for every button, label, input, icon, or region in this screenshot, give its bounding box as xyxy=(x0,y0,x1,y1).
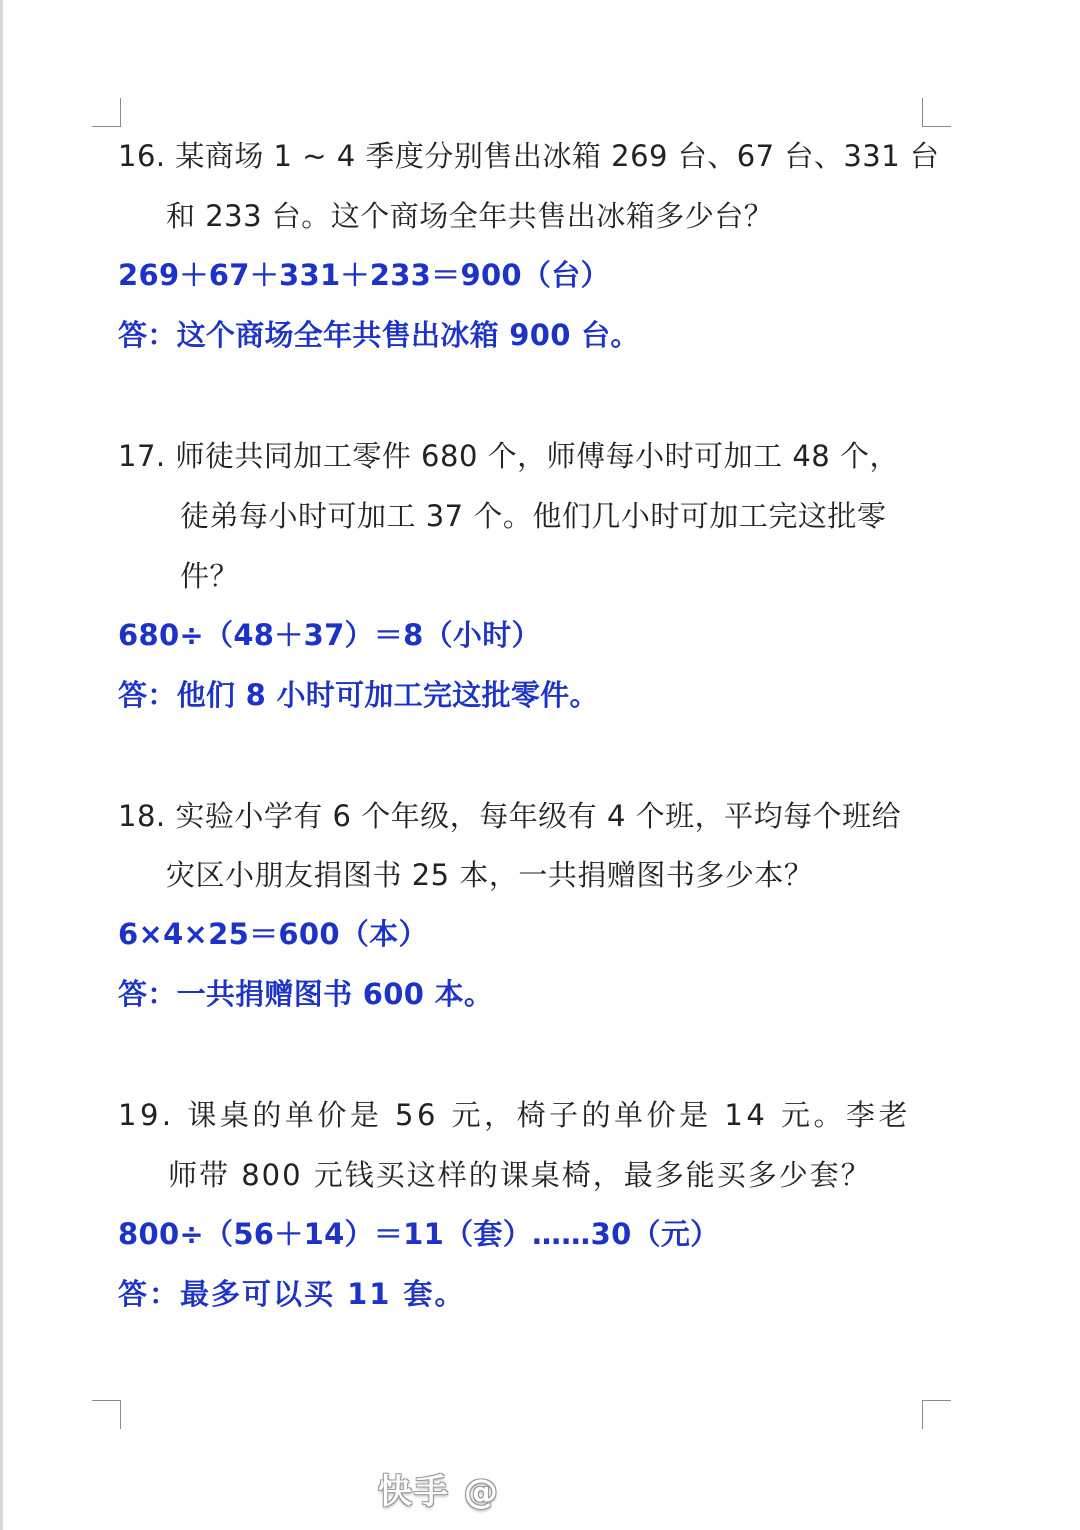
watermark: 快手 @ xyxy=(378,1472,500,1512)
problem-17-question-line-2: 徒弟每小时可加工 37 个。他们几小时可加工完这批零 xyxy=(180,499,887,533)
problem-17-answer: 答：他们 8 小时可加工完这批零件。 xyxy=(118,678,599,712)
problem-18-question-line-1: 18. 实验小学有 6 个年级，每年级有 4 个班，平均每个班给 xyxy=(118,799,902,833)
problem-16-question-line-1: 16. 某商场 1 ~ 4 季度分别售出冰箱 269 台、67 台、331 台 xyxy=(118,139,940,173)
margin-corner-bottom-right xyxy=(922,1400,951,1429)
problem-19-answer: 答：最多可以买 11 套。 xyxy=(118,1277,466,1311)
problem-18-equation: 6×4×25＝600（本） xyxy=(118,917,428,951)
margin-corner-top-left xyxy=(92,98,121,127)
margin-corner-top-right xyxy=(922,98,951,127)
problem-19-question-line-1: 19. 课桌的单价是 56 元，椅子的单价是 14 元。李老 xyxy=(118,1098,912,1132)
margin-corner-bottom-left xyxy=(92,1400,121,1429)
page-edge xyxy=(0,0,3,1530)
problem-17-equation: 680÷（48＋37）＝8（小时） xyxy=(118,618,541,652)
problem-17-question-line-3: 件？ xyxy=(180,559,240,593)
problem-18-answer: 答：一共捐赠图书 600 本。 xyxy=(118,977,494,1011)
problem-16-question-line-2: 和 233 台。这个商场全年共售出冰箱多少台？ xyxy=(166,199,774,233)
problem-16-answer: 答：这个商场全年共售出冰箱 900 台。 xyxy=(118,318,640,352)
problem-18-question-line-2: 灾区小朋友捐图书 25 本，一共捐赠图书多少本？ xyxy=(166,858,814,892)
problem-16-equation: 269＋67＋331＋233＝900（台） xyxy=(118,258,610,292)
problem-17-question-line-1: 17. 师徒共同加工零件 680 个，师傅每小时可加工 48 个， xyxy=(118,439,899,473)
problem-19-equation: 800÷（56＋14）＝11（套）……30（元） xyxy=(118,1217,720,1251)
problem-19-question-line-2: 师带 800 元钱买这样的课桌椅，最多能买多少套？ xyxy=(168,1158,872,1192)
